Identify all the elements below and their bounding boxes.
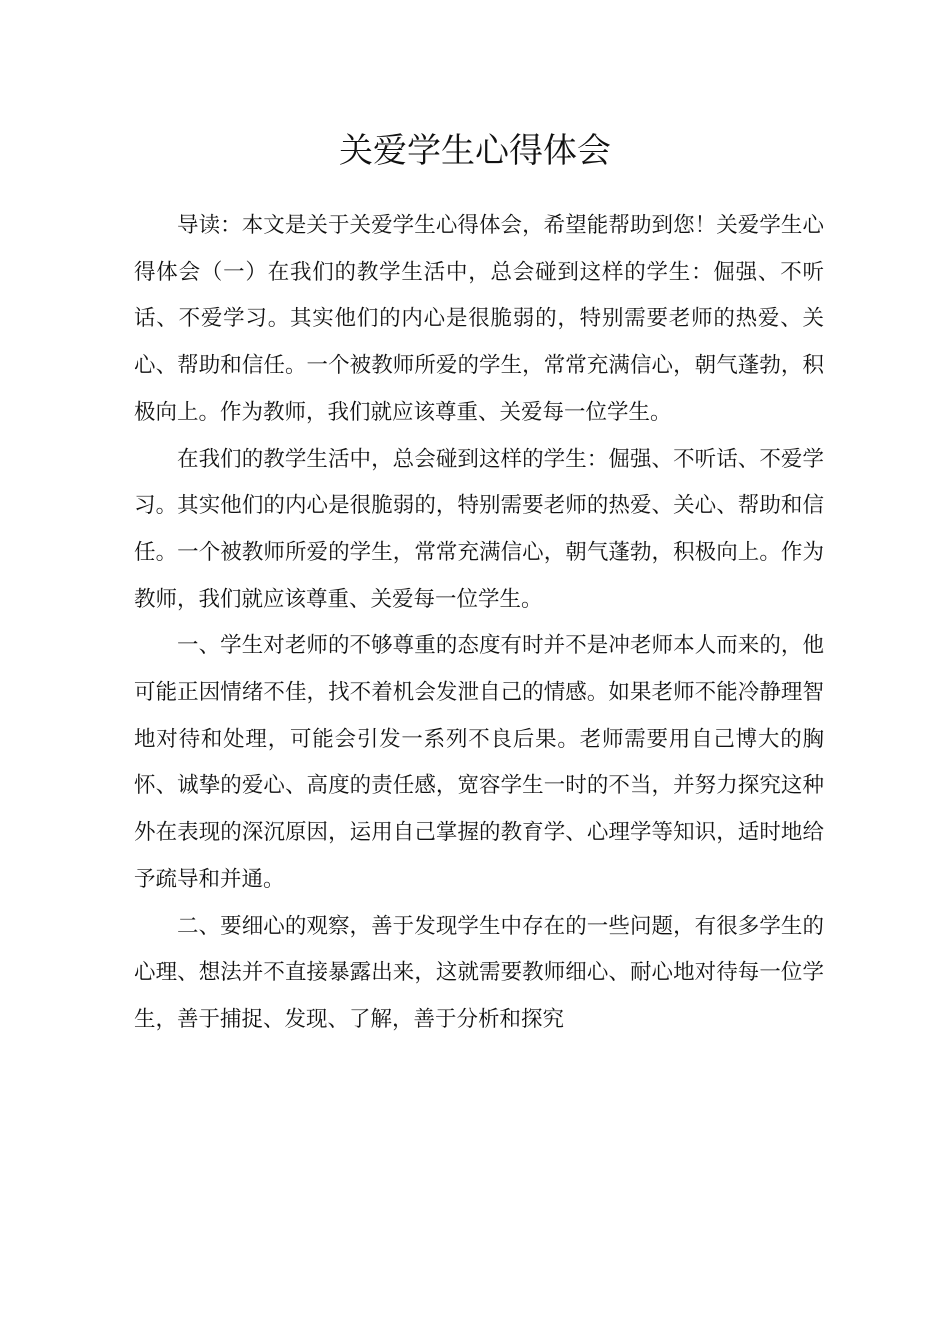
- paragraph-intro: 导读：本文是关于关爱学生心得体会，希望能帮助到您！关爱学生心得体会（一）在我们的教学生活中，总会碰到这样的学生：倔强、不听话、不爱学习。其实他们的内心是很脆弱的，特别需要老师的热爱、关心、帮助和信任。一个被教师所爱的学生，常常充满信心，朝气蓬勃，积极向上。作为教师，我们就应该尊重、关爱每一位学生。: [134, 213, 824, 425]
- document-body: [134, 203, 824, 1044]
- paragraph-point-2: 二、要细心的观察，善于发现学生中存在的一些问题，有很多学生的心理、想法并不直接暴露出来，这就需要教师细心、耐心地对待每一位学生，善于捕捉、发现、了解，善于分析和探究: [134, 913, 824, 1032]
- paragraph-2: 在我们的教学生活中，总会碰到这样的学生：倔强、不听话、不爱学习。其实他们的内心是很脆弱的，特别需要老师的热爱、关心、帮助和信任。一个被教师所爱的学生，常常充满信心，朝气蓬勃，积极向上。作为教师，我们就应该尊重、关爱每一位学生。: [134, 446, 824, 612]
- document-title: 关爱学生心得体会: [339, 131, 611, 171]
- paragraph-point-1: 一、学生对老师的不够尊重的态度有时并不是冲老师本人而来的，他可能正因情绪不佳，找不着机会发泄自己的情感。如果老师不能冷静理智地对待和处理，可能会引发一系列不良后果。老师需要用自己博大的胸怀、诚挚的爱心、高度的责任感，宽容学生一时的不当，并努力探究这种外在表现的深沉原因，运用自己掌握的教育学、心理学等知识，适时地给予疏导和并通。: [134, 633, 824, 892]
